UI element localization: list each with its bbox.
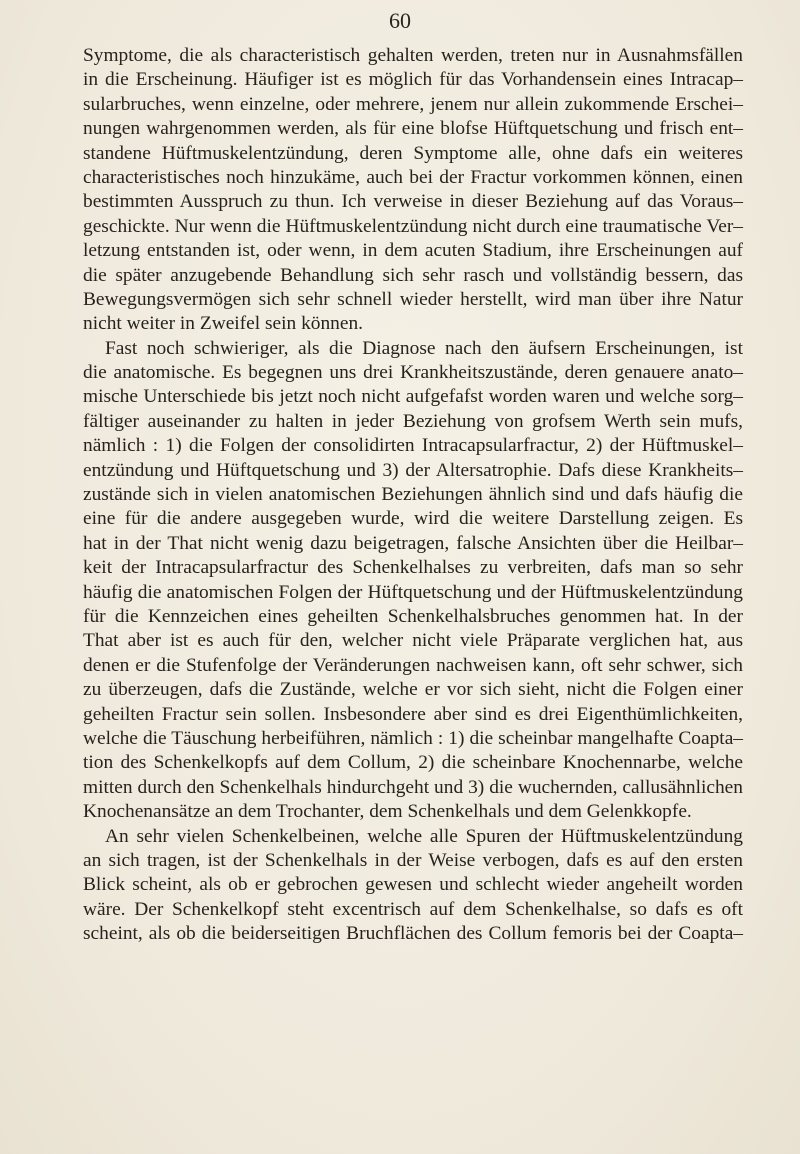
text-line: nungen wahrgenommen werden, als für eine blofse Hüftquetschung und frisch ent–: [83, 118, 743, 140]
text-line: geheilten Fractur sein sollen. Insbesondere aber sind es drei Eigenthümlichkeiten,: [83, 703, 743, 725]
text-line: Knochenansätze an dem Trochanter, dem Schenkelhals und dem Gelenkkopfe.: [83, 801, 692, 823]
text-line: an sich tragen, ist der Schenkelhals in der Weise verbogen, dafs es auf den ersten: [83, 849, 743, 871]
text-line: mische Unterschiede bis jetzt noch nicht aufgefafst worden waren und welche sorg–: [83, 386, 743, 408]
text-line: nämlich : 1) die Folgen der consolidirten Intracapsularfractur, 2) der Hüftmuskel–: [83, 435, 743, 457]
text-line: zu überzeugen, dafs die Zustände, welche er vor sich sieht, nicht die Folgen einer: [83, 679, 743, 701]
text-line: sularbruches, wenn einzelne, oder mehrere, jenem nur allein zukommende Erschei–: [83, 93, 743, 115]
text-line: That aber ist es auch für den, welcher nicht viele Präparate verglichen hat, aus: [83, 630, 743, 652]
text-line: letzung entstanden ist, oder wenn, in dem acuten Stadium, ihre Erscheinungen auf: [83, 240, 743, 262]
text-line: characteristisches noch hinzukäme, auch bei der Fractur vorkommen können, einen: [83, 166, 743, 188]
text-line: geschickte. Nur wenn die Hüftmuskelentzündung nicht durch eine traumatische Ver–: [83, 215, 743, 237]
text-line: Symptome, die als characteristisch gehalten werden, treten nur in Ausnahmsfällen: [83, 45, 743, 66]
text-line: tion des Schenkelkopfs auf dem Collum, 2) die scheinbare Knochennarbe, welche: [83, 752, 743, 774]
text-line: für die Kennzeichen eines geheilten Schenkelhalsbruches genommen hat. In der: [83, 605, 743, 627]
text-line: Blick scheint, als ob er gebrochen gewesen und schlecht wieder angeheilt worden: [83, 874, 743, 896]
text-line: scheint, als ob die beiderseitigen Bruchflächen des Collum femoris bei der Coapta–: [83, 923, 743, 945]
text-line: standene Hüftmuskelentzündung, deren Symptome alle, ohne dafs ein weiteres: [83, 142, 743, 164]
text-line: hat in der That nicht wenig dazu beigetragen, falsche Ansichten über die Heilbar–: [83, 532, 743, 554]
text-line: die später anzugebende Behandlung sich sehr rasch und vollständig bessern, das: [83, 264, 743, 286]
text-line: Bewegungsvermögen sich sehr schnell wieder herstellt, wird man über ihre Natur: [83, 288, 743, 310]
text-line: häufig die anatomischen Folgen der Hüftquetschung und der Hüftmuskelentzündung: [83, 581, 743, 603]
text-line: denen er die Stufenfolge der Veränderungen nachweisen kann, oft sehr schwer, sich: [83, 654, 743, 676]
text-line: welche die Täuschung herbeiführen, nämlich : 1) die scheinbar mangelhafte Coapta–: [83, 727, 743, 749]
text-line: die anatomische. Es begegnen uns drei Krankheitszustände, deren genauere anato–: [83, 362, 743, 384]
text-line: wäre. Der Schenkelkopf steht excentrisch auf dem Schenkelhalse, so dafs es oft: [83, 898, 743, 920]
text-line: keit der Intracapsularfractur des Schenkelhalses zu verbreiten, dafs man so sehr: [83, 557, 743, 579]
text-line: Fast noch schwieriger, als die Diagnose nach den äufsern Erscheinungen, ist: [105, 337, 743, 359]
text-line: zustände sich in vielen anatomischen Beziehungen ähnlich sind und dafs häufig die: [83, 484, 743, 506]
text-line: bestimmten Ausspruch zu thun. Ich verweise in dieser Beziehung auf das Voraus–: [83, 191, 743, 213]
text-line: in die Erscheinung. Häufiger ist es möglich für das Vorhandensein eines Intracap–: [83, 69, 743, 91]
page-number: 60: [389, 8, 411, 33]
text-line: entzündung und Hüftquetschung und 3) der Altersatrophie. Dafs diese Krankheits–: [83, 459, 743, 481]
text-line: nicht weiter in Zweifel sein können.: [83, 313, 363, 335]
body-text: [83, 44, 743, 946]
text-line: eine für die andere ausgegeben wurde, wird die weitere Darstellung zeigen. Es: [83, 508, 743, 530]
text-line: An sehr vielen Schenkelbeinen, welche alle Spuren der Hüftmuskelentzündung: [105, 825, 743, 847]
text-line: fältiger auseinander zu halten in jeder Beziehung von grofsem Werth sein mufs,: [83, 410, 743, 432]
text-line: mitten durch den Schenkelhals hindurchgeht und 3) die wuchernden, callusähnlichen: [83, 776, 743, 798]
